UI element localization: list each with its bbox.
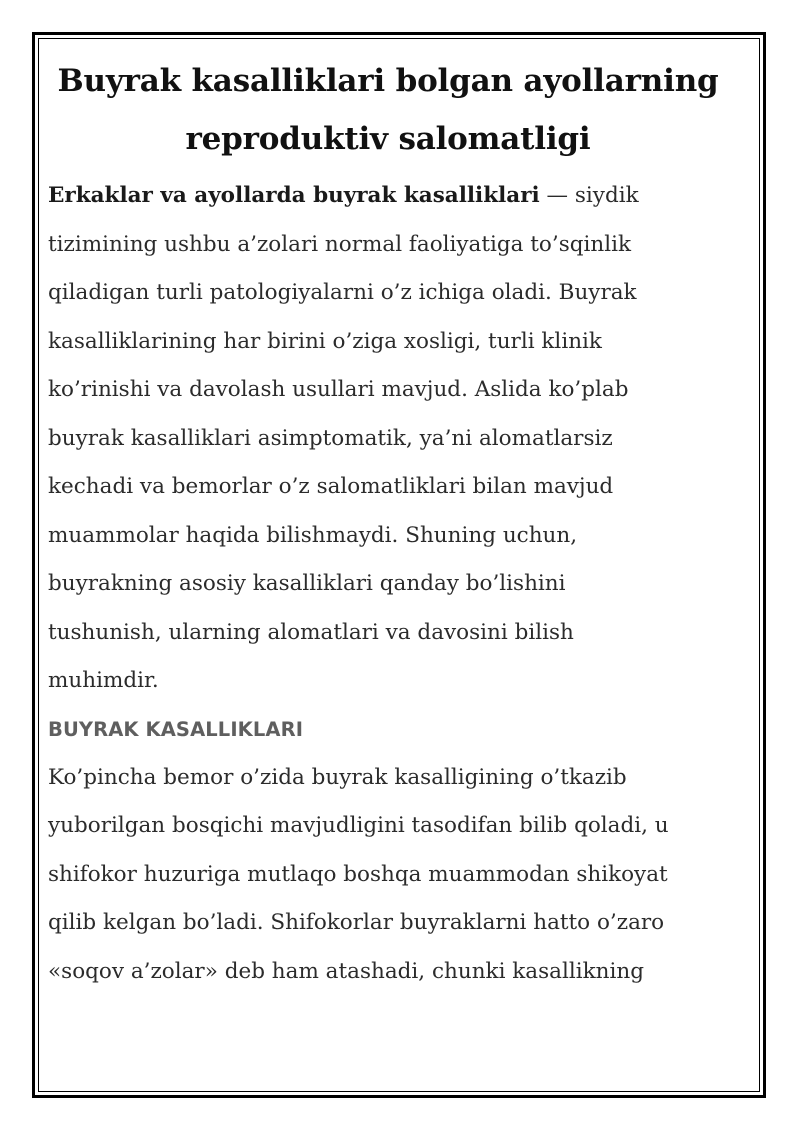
document-title: [48, 52, 728, 168]
title-line: Buyrak kasalliklari bolgan ayollarning: [57, 63, 719, 99]
paragraph-line: qilib kelgan bo’ladi. Shifokorlar buyraklarni hatto o’zaro: [48, 910, 665, 935]
paragraph-line: qiladigan turli patologiyalarni o’z ichiga oladi. Buyrak: [48, 280, 637, 305]
paragraph-line: «soqov a’zolar» deb ham atashadi, chunki kasallikning: [48, 958, 644, 984]
paragraph-line: [48, 172, 728, 221]
paragraph-line: muammolar haqida bilishmaydi. Shuning uchun,: [48, 522, 578, 548]
intro-line-rest: — siydik: [539, 183, 639, 208]
paragraph-line: Ko’pincha bemor o’zida buyrak kasalligining o’tkazib: [48, 764, 627, 790]
paragraph-line: buyrakning asosiy kasalliklari qanday bo’lishini: [48, 571, 566, 596]
paragraph-line: tushunish, ularning alomatlari va davosini bilish: [48, 619, 574, 645]
intro-paragraph: [48, 172, 728, 706]
paragraph-line: tizimining ushbu a’zolari normal faoliyatiga to’sqinlik: [48, 231, 631, 257]
paragraph-line: ko’rinishi va davolash usullari mavjud. Aslida ko’plab: [48, 377, 629, 402]
section-paragraph: [48, 754, 728, 997]
paragraph-line: muhimdir.: [48, 668, 159, 693]
intro-lead-term: Erkaklar va ayollarda buyrak kasalliklari: [48, 183, 540, 208]
document-body: [48, 52, 728, 996]
paragraph-line: shifokor huzuriga mutlaqo boshqa muammodan shikoyat: [48, 861, 668, 887]
title-line: reproduktiv salomatligi: [185, 121, 591, 157]
paragraph-line: buyrak kasalliklari asimptomatik, ya’ni alomatlarsiz: [48, 425, 613, 451]
section-heading: BUYRAK KASALLIKLARI: [48, 717, 304, 741]
paragraph-line: yuborilgan bosqichi mavjudligini tasodifan bilib qoladi, u: [48, 813, 669, 838]
paragraph-line: kechadi va bemorlar o’z salomatliklari bilan mavjud: [48, 474, 614, 499]
paragraph-line: kasalliklarining har birini o’ziga xosligi, turli klinik: [48, 328, 602, 354]
